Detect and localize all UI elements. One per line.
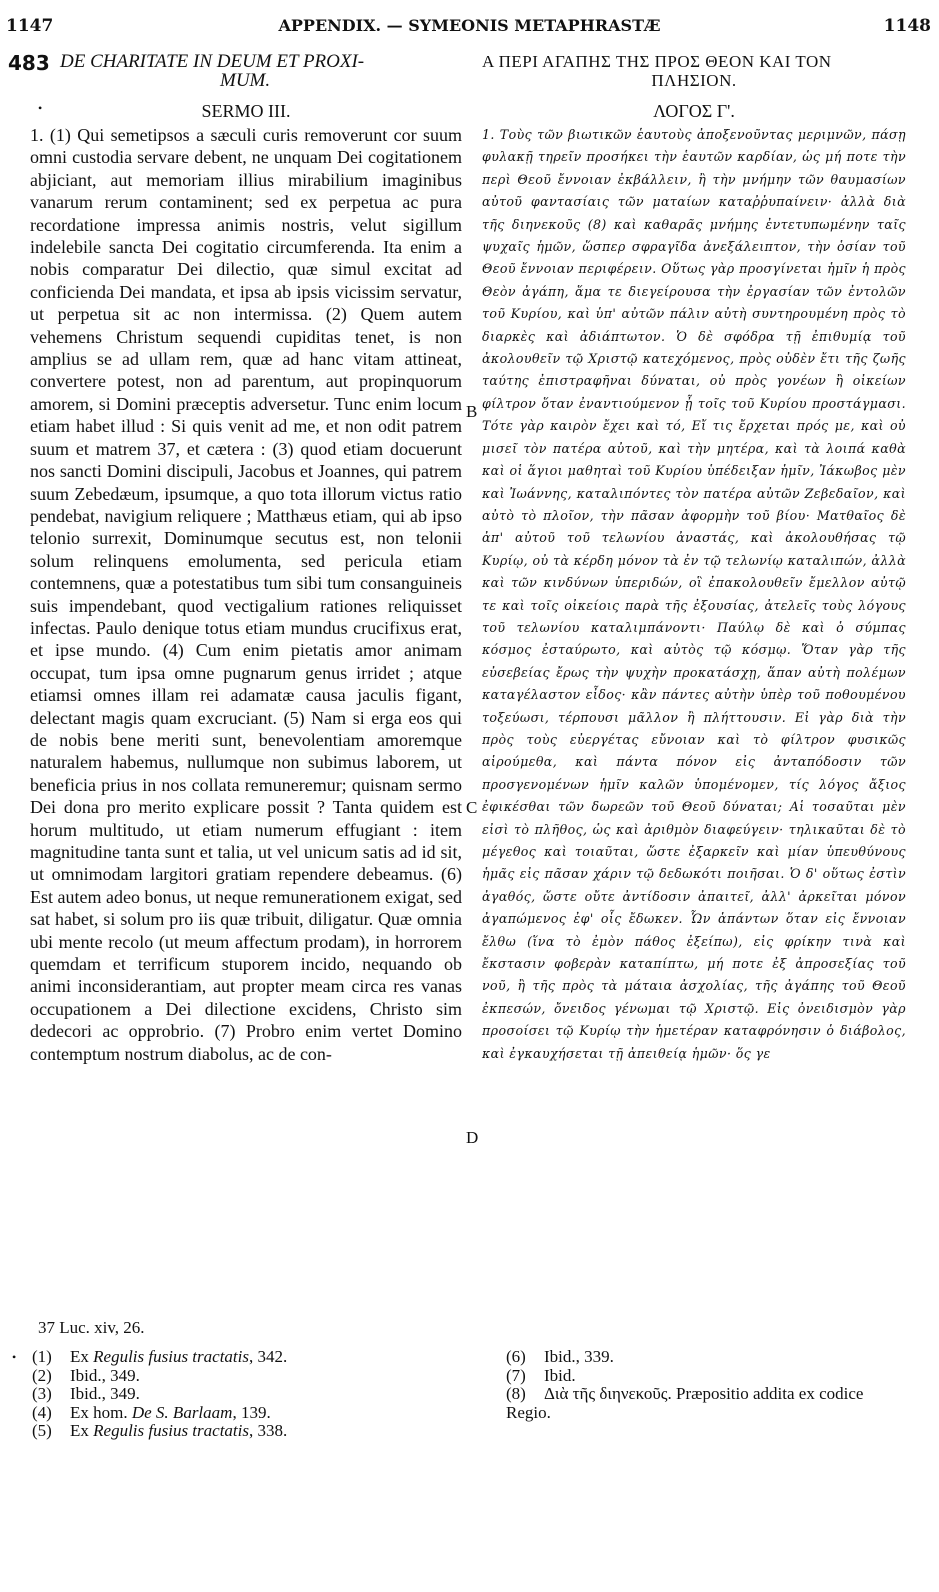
margin-letter-c: C bbox=[466, 798, 478, 817]
source-note: (2) Ibid., 349. bbox=[32, 1365, 140, 1385]
source-notes-left bbox=[32, 1348, 462, 1441]
notes-bullet-mark: • bbox=[12, 1350, 17, 1364]
running-header bbox=[0, 16, 939, 42]
greek-body-text bbox=[482, 124, 906, 1065]
source-note: (4) Ex hom. De S. Barlaam, 139. bbox=[32, 1402, 271, 1422]
latin-title-line-1: DE CHARITATE IN DEUM ET PROXI- bbox=[60, 51, 365, 72]
page-number-right: 1148 bbox=[883, 16, 931, 36]
greek-section-heading: ΛΟΓΟΣ Γ'. bbox=[653, 101, 735, 121]
latin-title bbox=[60, 52, 460, 90]
latin-body-text bbox=[30, 124, 462, 1065]
page-number-left: 1147 bbox=[6, 16, 54, 36]
greek-title bbox=[482, 52, 906, 90]
greek-title-line-2: ΠΛΗΣΙΟΝ. bbox=[651, 71, 737, 90]
source-note: (5) Ex Regulis fusius tractatis, 338. bbox=[32, 1421, 288, 1440]
source-note: (8) Διὰ τῆς διηνεκοῦς. Præpositio addita ex codice Regio. bbox=[506, 1384, 864, 1422]
source-note: (1) Ex Regulis fusius tractatis, 342. bbox=[32, 1347, 288, 1366]
running-title: APPENDIX. — SYMEONIS METAPHRASTÆ bbox=[278, 16, 661, 35]
pmg-column-number: 483 bbox=[8, 51, 50, 75]
source-note: (7) Ibid. bbox=[506, 1365, 576, 1385]
latin-paragraph: 1. (1) Qui semetipsos a sæculi curis removerunt cor suum omni custodia servare debent, ne unquam Dei cogitationem abjiciant, aut memoriam illius mirabilium imaginibus vanarum rerum contaminent; sed ex perpetua ac pura recordatione impressa animis nostris, velut sigillum indelebile sancta Dei cogitatio circumferenda. Ita enim a nobis comparatur Dei dilectio, quæ simul excitat ad conficienda Dei mandata, et ipsa ab ipsis vicissim servatur, ut perpetua sit ac non intermissa. (2) Quem autem vehemens Christum sequendi cupiditas tenet, is non amplius se ad ullam rem, quæ ad hanc vitam attineat, convertere potest, non ad parentum, aut propinquorum amorem, si Domini præceptis adversetur. Tunc enim locum etiam habet illud : Si quis venit ad me, et non odit patrem suum et matrem 37, et cætera : (3) quod etiam docuerunt nos sancti Domini discipuli, Jacobus et Joannes, qui patrem suum Zebedæum, ipsumque, a quo tota illorum victus ratio pendebat, navigium reliquere ; Matthæus etiam, qui ab ipso telonio surrexit, Dominumque secutus est, non telonii solum relinquens emolumenta, sed pericula etiam contemnens, quæ a potestatibus tum sibi tum consanguineis suis impendebant, quod vectigalium rationes reliquisset infectas. Paulo denique totus etiam mundus crucifixus erat, et ipse mundo. (4) Cum enim pietatis amor animam occupat, tum ipsa omne pugnarum genus irridet ; atque etiamsi omnes illam rei adamatæ causa jaculis figant, delectant magis quam excruciant. (5) Nam si erga eos qui de nobis bene meriti sunt, benevolentiam amoremque naturalem habemus, nullumque non subimus laborem, ut beneficia prius in nos collata remuneremur; quisnam sermo Dei dona pro merito explicare possit ? Tanta quidem est horum multitudo, ut etiam numerum effugiant : item magnitudine tanta sunt et talia, ut vel unicum satis ad id sit, ut omnimodam largitori gratiam rependere debeamus. (6) Est autem adeo bonus, ut neque remunerationem exigat, sed sat habet, si solum pro iis quæ tribuit, diligatur. Quæ omnia ubi mente recolo (ut meum affectum prodam), in horrorem quemdam et terrificum stuporem incido, nequando ob animi inconsiderantiam, aut propter meam circa res vanas occupationem a Dei dilectione excidens, Christo sim dedecori ac opprobrio. (7) Probro enim vertet Domino contemptum nostrum diabolus, ac de con- bbox=[30, 125, 462, 1064]
source-notes-right bbox=[506, 1348, 906, 1422]
scripture-footnote: 37 Luc. xiv, 26. bbox=[38, 1318, 145, 1337]
source-note: (6) Ibid., 339. bbox=[506, 1347, 614, 1366]
bullet-mark: • bbox=[38, 101, 43, 115]
margin-letter-a: A bbox=[482, 52, 494, 71]
greek-title-line-1: ΠΕΡΙ ΑΓΑΠΗΣ ΤΗΣ ΠΡΟΣ ΘΕΟΝ ΚΑΙ ΤΟΝ bbox=[498, 52, 832, 71]
margin-letter-d: D bbox=[466, 1128, 479, 1147]
greek-paragraph: 1. Τοὺς τῶν βιωτικῶν ἑαυτοὺς ἀποξενοῦντας μεριμνῶν, πάσῃ φυλακῇ τηρεῖν προσήκει τὴν ἑαυτῶν καρδίαν, ὡς μή ποτε τὴν περὶ Θεοῦ ἔννοιαν ἐκβάλλειν, ἢ τὴν μνήμην τῶν θαυμασίων αὐτοῦ φαντασίαις τῶν ματαίων καταῤῥυπαίνειν· ἀλλὰ διὰ τῆς διηνεκοῦς (8) καὶ καθαρᾶς μνήμης ἐντετυπωμένην ταῖς ψυχαῖς ἡμῶν, ὥσπερ σφραγῖδα ἀνεξάλειπτον, τὴν ὁσίαν τοῦ Θεοῦ ἔννοιαν περιφέρειν. Οὕτως γὰρ προσγίνεται ἡμῖν ἡ πρὸς Θεὸν ἀγάπη, ἅμα τε διεγείρουσα τὴν ἐργασίαν τῶν ἐντολῶν τοῦ Κυρίου, καὶ ὑπ' αὐτῶν πάλιν αὐτὴ συντηρουμένη πρὸς τὸ διαρκὲς καὶ ἀδιάπτωτον. Ὁ δὲ σφόδρα τῇ ἐπιθυμίᾳ τοῦ ἀκολουθεῖν τῷ Χριστῷ κατεχόμενος, πρὸς οὐδὲν ἔτι τῆς ζωῆς ταύτης ἐπιστραφῆναι δύναται, οὐ πρὸς γονέων ἢ οἰκείων φίλτρον ὅταν ἐναντιούμενον ᾖ τοῖς τοῦ Κυρίου προστάγμασι. Τότε γὰρ καιρὸν ἔχει καὶ τό, Εἴ τις ἔρχεται πρός με, καὶ οὐ μισεῖ τὸν πατέρα αὐτοῦ, καὶ τὴν μητέρα, καὶ τὰ λοιπά καθὰ καὶ οἱ ἅγιοι μαθηταὶ τοῦ Κυρίου ὑπέδειξαν ἡμῖν, Ἰάκωβος μὲν καὶ Ἰωάννης, καταλιπόντες τὸν πατέρα αὐτῶν Ζεβεδαῖον, καὶ αὐτὸ τὸ πλοῖον, τὴν πᾶσαν ἀφορμὴν τοῦ βίου· Ματθαῖος δὲ ἀπ' αὐτοῦ τοῦ τελωνίου ἀναστάς, καὶ ἀκολουθήσας τῷ Κυρίῳ, οὐ τὰ κέρδη μόνον τὰ ἐν τῷ τελωνίῳ καταλιπών, ἀλλὰ καὶ τῶν κινδύνων ὑπεριδών, οἳ ἐπακολουθεῖν ἔμελλον αὐτῷ τε καὶ τοῖς οἰκείοις παρὰ τῆς ἐξουσίας, ἀτελεῖς τοὺς λόγους τοῦ τελωνίου καταλιμπάνοντι· Παύλῳ δὲ καὶ ὁ σύμπας κόσμος ἐσταύρωτο, καὶ αὐτὸς τῷ κόσμῳ. Ὅταν γὰρ τῆς εὐσεβείας ἔρως τὴν ψυχὴν προκατάσχῃ, ἅπαν αὐτὴ πολέμων καταγέλαστον εἶδος· κἂν πάντες αὐτὴν ὑπὲρ τοῦ ποθουμένου τοξεύωσι, τέρπουσι μᾶλλον ἢ πλήττουσιν. Εἰ γὰρ διὰ τὴν πρὸς τοὺς εὐεργέτας εὔνοιαν καὶ τὸ φίλτρον φυσικῶς αἱρούμεθα, καὶ πάντα πόνον εἰς ἀνταπόδοσιν τῶν προσγενομένων ἡμῖν καλῶν ὑπομένομεν, τίς λόγος ἄξιος ἐφικέσθαι τῶν δωρεῶν τοῦ Θεοῦ δύναται; Αἱ τοσαῦται μὲν εἰσὶ τὸ πλῆθος, ὡς καὶ ἀριθμὸν διαφεύγειν· τηλικαῦται δὲ τὸ μέγεθος καὶ τοιαῦται, ὥστε ἐξαρκεῖν καὶ μίαν ὑπευθύνους ἡμᾶς εἰς πᾶσαν χάριν τῷ δεδωκότι ποιῆσαι. Ὁ δ' οὕτως ἐστὶν ἀγαθός, ὥστε οὔτε ἀντίδοσιν ἀπαιτεῖ, ἀλλ' ἀρκεῖται μόνον ἀγαπώμενος ἐφ' οἷς ἔδωκεν. Ὧν ἁπάντων ὅταν εἰς ἔννοιαν ἔλθω (ἵνα τὸ ἐμὸν πάθος ἐξείπω), εἰς φρίκην τινὰ καὶ ἔκστασιν φοβερὰν καταπίπτω, μή ποτε ἐξ ἀπροσεξίας τοῦ νοῦ, ἢ τῆς πρὸς τὰ μάταια ἀσχολίας, τῆς ἀγάπης τοῦ Θεοῦ ἐκπεσών, ὄνειδος γένωμαι τῷ Χριστῷ. Εἰς ὀνειδισμὸν γὰρ προσοίσει τῷ Κυρίῳ τὴν ἡμετέραν καταφρόνησιν ὁ διάβολος, καὶ ἐγκαυχήσεται τῇ ἀπειθείᾳ ἡμῶν· ὅς γε bbox=[482, 127, 906, 1061]
latin-title-line-2: MUM. bbox=[220, 70, 271, 91]
source-note: (3) Ibid., 349. bbox=[32, 1384, 140, 1403]
latin-section-heading: SERMO III. bbox=[201, 101, 291, 121]
margin-letter-b: B bbox=[466, 402, 478, 421]
